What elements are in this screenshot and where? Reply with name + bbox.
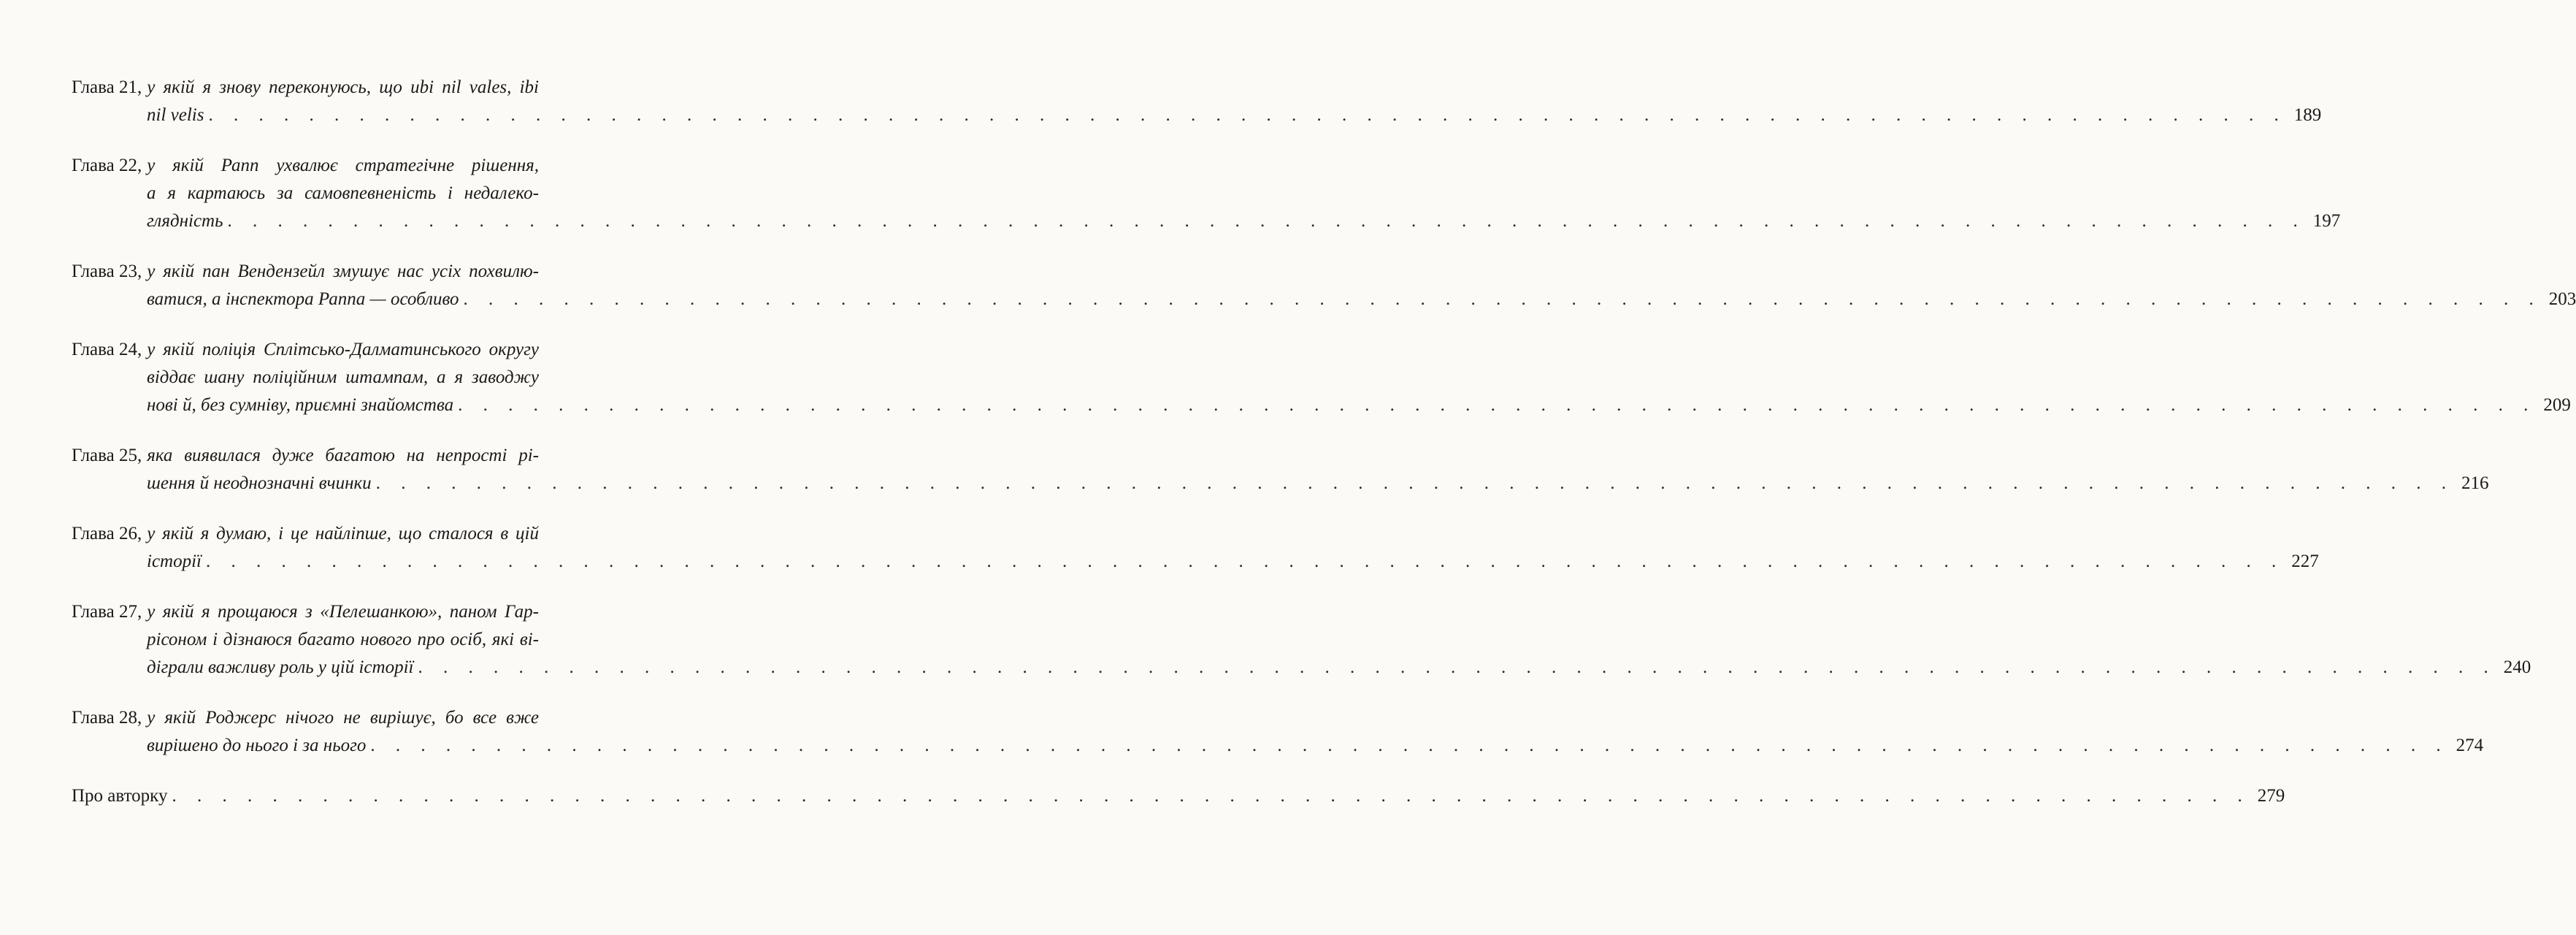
toc-line — [72, 74, 539, 102]
page-number: 189 — [2293, 105, 2322, 125]
toc-entry-chapter-24[interactable] — [72, 336, 2571, 419]
toc-entry-chapter-23[interactable] — [72, 258, 2576, 313]
toc-line — [72, 732, 2484, 760]
chapter-title-line: глядність — [147, 211, 223, 231]
page-number: 240 — [2503, 657, 2531, 677]
toc-entry-chapter-22[interactable] — [72, 152, 2341, 235]
chapter-title-line: а я картаюсь за самовпевненість і недалеко- — [147, 183, 539, 203]
chapter-number: Глава 22, — [72, 156, 142, 175]
chapter-title-line: історії — [147, 552, 202, 571]
chapter-number: Глава 21, — [72, 77, 142, 97]
toc-line — [72, 102, 2322, 129]
chapter-title-line: нові й, без сумніву, приємні знайомства — [147, 395, 454, 415]
toc-line — [72, 548, 2319, 576]
page-number: 209 — [2543, 395, 2571, 415]
chapter-title-line: у якій Рапп ухвалює стратегічне рішення, — [147, 156, 539, 175]
toc-line — [72, 704, 539, 732]
toc-entry-chapter-21[interactable] — [72, 74, 2322, 129]
page-number: 203 — [2548, 289, 2576, 309]
chapter-title-line: шення й неоднозначні вчинки — [147, 473, 372, 493]
page-number: 216 — [2461, 473, 2489, 493]
toc-line — [72, 598, 539, 626]
chapter-title-line: діграли важливу роль у цій історії — [147, 657, 414, 677]
toc-line — [72, 626, 539, 654]
toc-entry-chapter-26[interactable] — [72, 520, 2319, 576]
toc-line — [72, 392, 2571, 419]
toc-entry-about-author[interactable] — [72, 782, 2285, 810]
page-number: 274 — [2456, 736, 2484, 755]
chapter-number: Глава 26, — [72, 524, 142, 543]
chapter-title-line: у якій поліція Сплітсько-Далматинського округу — [147, 340, 539, 359]
chapter-number: Глава 25, — [72, 446, 142, 465]
dot-leader: . . . . . . . . . . . . . . . . . . . . . . . . . . . . . . . . . . . . . . . . . . . . . . . . . . . . . . . . . . . . . . . . . . . . . . . . . . . . . . . . . . . — [172, 786, 2250, 806]
chapter-title-line: nil velis — [147, 105, 204, 125]
dot-leader: . . . . . . . . . . . . . . . . . . . . . . . . . . . . . . . . . . . . . . . . . . . . . . . . . . . . . . . . . . . . . . . . . . . . . . . . . . . . . . . . . . . — [208, 105, 2287, 125]
chapter-title-line: рісоном і дізнаюся багато нового про осіб, які ві- — [147, 630, 539, 649]
page-number: 279 — [2257, 786, 2285, 806]
toc-line — [72, 520, 539, 548]
toc-line — [72, 258, 539, 286]
toc-entry-chapter-25[interactable] — [72, 442, 2489, 497]
dot-leader: . . . . . . . . . . . . . . . . . . . . . . . . . . . . . . . . . . . . . . . . . . . . . . . . . . . . . . . . . . . . . . . . . . . . . . . . . . . . . . . . . . . — [458, 395, 2537, 415]
toc-line — [72, 442, 539, 470]
chapter-title-line: ватися, а інспектора Раппа — особливо — [147, 289, 459, 309]
toc-entry-chapter-27[interactable] — [72, 598, 2531, 682]
toc-line — [72, 782, 2285, 810]
chapter-title-line: у якій я прощаюся з «Пелешанкою», паном Гар- — [147, 602, 539, 622]
chapter-title-line: яка виявилася дуже багатою на непрості рі- — [147, 446, 539, 465]
toc-entry-chapter-28[interactable] — [72, 704, 2484, 760]
dot-leader: . . . . . . . . . . . . . . . . . . . . . . . . . . . . . . . . . . . . . . . . . . . . . . . . . . . . . . . . . . . . . . . . . . . . . . . . . . . . . . . . . . . — [463, 289, 2542, 309]
page-number: 227 — [2291, 552, 2319, 571]
dot-leader: . . . . . . . . . . . . . . . . . . . . . . . . . . . . . . . . . . . . . . . . . . . . . . . . . . . . . . . . . . . . . . . . . . . . . . . . . . . . . . . . . . . — [370, 736, 2449, 755]
toc-line — [72, 364, 539, 392]
dot-leader: . . . . . . . . . . . . . . . . . . . . . . . . . . . . . . . . . . . . . . . . . . . . . . . . . . . . . . . . . . . . . . . . . . . . . . . . . . . . . . . . . . . — [227, 211, 2306, 231]
dot-leader: . . . . . . . . . . . . . . . . . . . . . . . . . . . . . . . . . . . . . . . . . . . . . . . . . . . . . . . . . . . . . . . . . . . . . . . . . . . . . . . . . . . — [206, 552, 2285, 571]
chapter-number: Глава 24, — [72, 340, 142, 359]
chapter-title-line: у якій я думаю, і це найліпше, що сталося в цій — [147, 524, 539, 543]
table-of-contents — [72, 74, 2576, 833]
chapter-number: Глава 23, — [72, 262, 142, 281]
toc-line — [72, 336, 539, 364]
chapter-title-line: у якій пан Вендензейл змушує нас усіх похвилю- — [147, 262, 539, 281]
chapter-title-line: вирішено до нього і за нього — [147, 736, 367, 755]
toc-line — [72, 207, 2341, 235]
chapter-number: Глава 27, — [72, 602, 142, 622]
page-number: 197 — [2312, 211, 2341, 231]
dot-leader: . . . . . . . . . . . . . . . . . . . . . . . . . . . . . . . . . . . . . . . . . . . . . . . . . . . . . . . . . . . . . . . . . . . . . . . . . . . . . . . . . . . — [375, 473, 2454, 493]
chapter-number: Глава 28, — [72, 708, 142, 728]
toc-line — [72, 152, 539, 180]
chapter-title-line: у якій я знову переконуюсь, що ubi nil vales, ibi — [147, 77, 539, 97]
chapter-title-line: у якій Роджерс нічого не вирішує, бо все вже — [147, 708, 539, 728]
toc-line — [72, 654, 2531, 682]
toc-line — [72, 470, 2489, 497]
toc-line — [72, 286, 2576, 313]
toc-line — [72, 180, 539, 207]
chapter-title-line: віддає шану поліційним штампам, а я заводжу — [147, 367, 539, 387]
about-author-label: Про авторку — [72, 786, 168, 806]
dot-leader: . . . . . . . . . . . . . . . . . . . . . . . . . . . . . . . . . . . . . . . . . . . . . . . . . . . . . . . . . . . . . . . . . . . . . . . . . . . . . . . . . . . — [418, 657, 2496, 677]
